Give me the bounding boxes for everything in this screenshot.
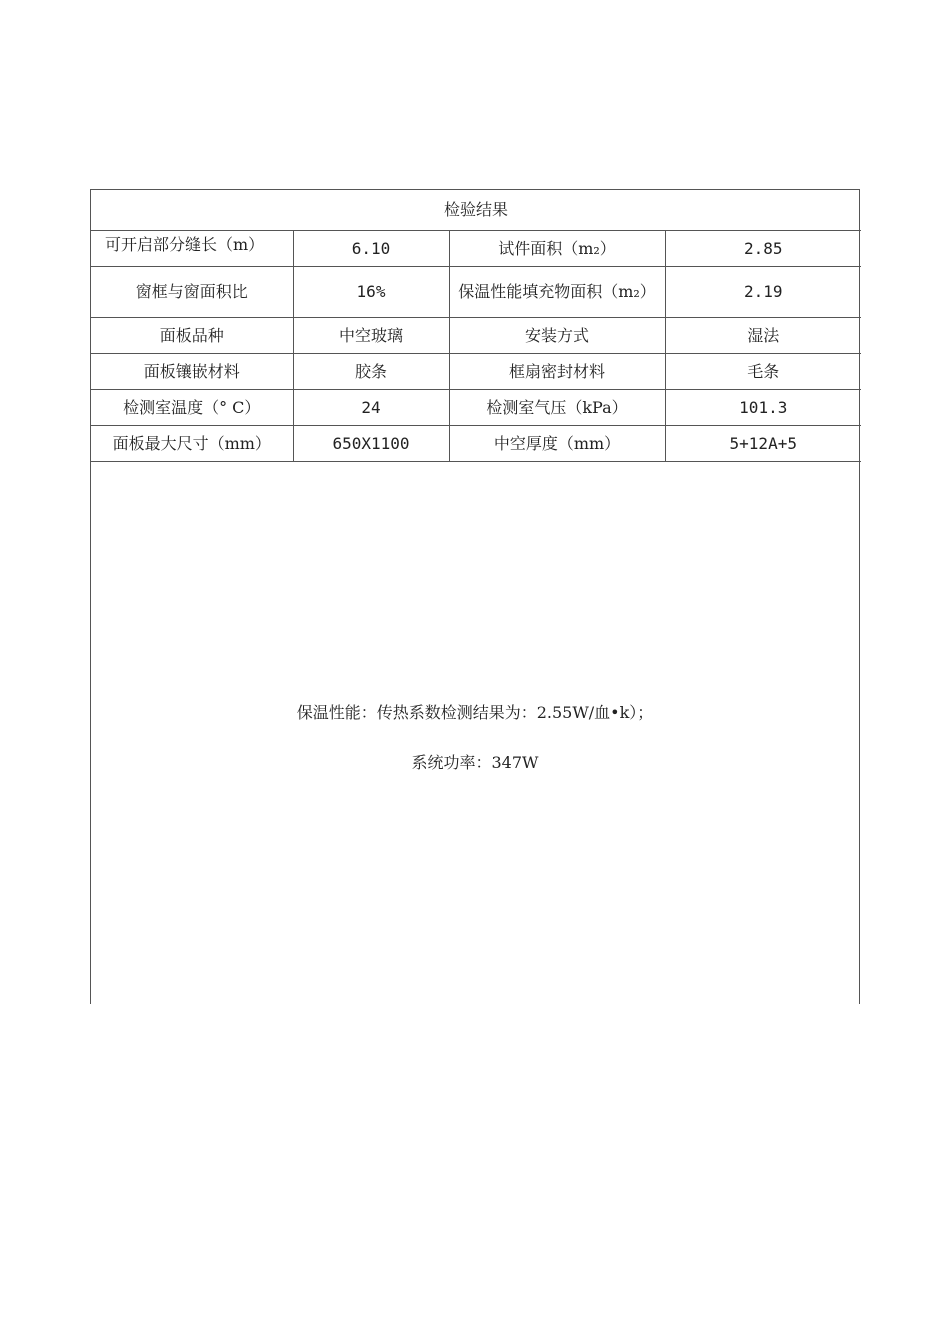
table-cell-value: 6.10 bbox=[293, 231, 449, 267]
table-cell-value: 毛条 bbox=[665, 354, 861, 390]
table-cell-value: 湿法 bbox=[665, 318, 861, 354]
table-cell-label: 保温性能填充物面积（m₂） bbox=[449, 267, 665, 318]
table-cell-label: 检测室气压（kPa） bbox=[449, 390, 665, 426]
table-cell-label: 面板品种 bbox=[91, 318, 293, 354]
table-cell-value: 24 bbox=[293, 390, 449, 426]
table-cell-label: 框扇密封材料 bbox=[449, 354, 665, 390]
table-cell-value: 2.85 bbox=[665, 231, 861, 267]
table-cell-label: 中空厚度（mm） bbox=[449, 426, 665, 462]
table-cell-value: 650X1100 bbox=[293, 426, 449, 462]
table-title-row bbox=[91, 190, 861, 231]
table-cell-label: 面板镶嵌材料 bbox=[91, 354, 293, 390]
system-power-text: 系统功率：347W bbox=[411, 753, 539, 772]
table-cell-value: 胶条 bbox=[293, 354, 449, 390]
table-cell-value: 2.19 bbox=[665, 267, 861, 318]
table-title: 检验结果 bbox=[91, 190, 861, 231]
table-cell-value: 16% bbox=[293, 267, 449, 318]
table-row bbox=[91, 354, 861, 390]
table-cell-label: 安装方式 bbox=[449, 318, 665, 354]
table-cell-label bbox=[91, 231, 293, 267]
table-row bbox=[91, 318, 861, 354]
table-cell-value: 101.3 bbox=[665, 390, 861, 426]
results-section bbox=[91, 702, 859, 802]
table-row bbox=[91, 267, 861, 318]
inspection-report bbox=[90, 189, 860, 1004]
inspection-table bbox=[91, 190, 861, 462]
table-row bbox=[91, 426, 861, 462]
table-cell-label: 窗框与窗面积比 bbox=[91, 267, 293, 318]
table-row bbox=[91, 390, 861, 426]
table-cell-label: 试件面积（m₂） bbox=[449, 231, 665, 267]
thermal-result-text: 保温性能：传热系数检测结果为：2.55W/血•k）； bbox=[296, 703, 654, 722]
table-cell-label: 面板最大尺寸（mm） bbox=[91, 426, 293, 462]
table-cell-value: 中空玻璃 bbox=[293, 318, 449, 354]
table-row bbox=[91, 231, 861, 267]
table-cell-value: 5+12A+5 bbox=[665, 426, 861, 462]
table-cell-label: 检测室温度（° C） bbox=[91, 390, 293, 426]
clipped-label: 可开启部分缝长（m） bbox=[105, 235, 265, 254]
